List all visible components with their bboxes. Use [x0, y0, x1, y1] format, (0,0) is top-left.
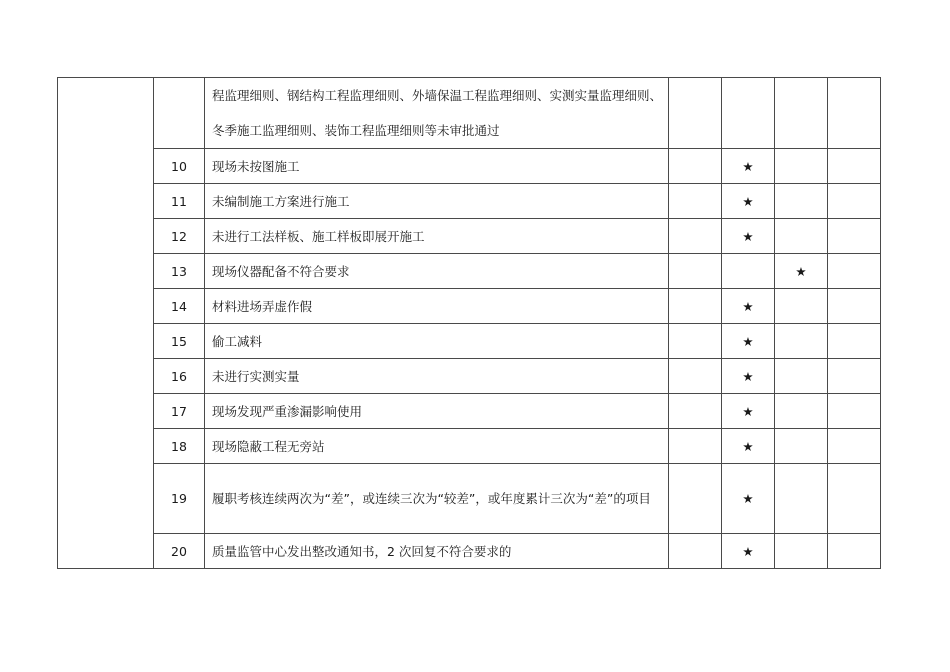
item-description-text: 程监理细则、钢结构工程监理细则、外墙保温工程监理细则、实测实量监理细则、冬季施工监理细则、装饰工程监理细则等未审批通过 [212, 88, 663, 138]
mark-column-2: ★ [722, 464, 775, 534]
mark-column-2: ★ [722, 359, 775, 394]
mark-column-1 [669, 78, 722, 149]
item-number: 17 [154, 394, 205, 429]
mark-column-1 [669, 394, 722, 429]
mark-column-1 [669, 534, 722, 569]
mark-column-1 [669, 464, 722, 534]
mark-column-3 [775, 534, 828, 569]
mark-column-2: ★ [722, 219, 775, 254]
mark-column-1 [669, 184, 722, 219]
penalty-items-table [57, 77, 881, 569]
mark-column-4 [828, 464, 881, 534]
mark-column-3 [775, 324, 828, 359]
item-description: 未进行工法样板、施工样板即展开施工 [205, 219, 669, 254]
item-description: 未编制施工方案进行施工 [205, 184, 669, 219]
item-number: 12 [154, 219, 205, 254]
mark-column-4 [828, 534, 881, 569]
mark-column-4 [828, 184, 881, 219]
item-number: 14 [154, 289, 205, 324]
mark-column-2 [722, 254, 775, 289]
table-row [58, 219, 881, 254]
mark-column-3 [775, 184, 828, 219]
item-number: 13 [154, 254, 205, 289]
mark-column-2: ★ [722, 394, 775, 429]
mark-column-2: ★ [722, 289, 775, 324]
mark-column-3 [775, 219, 828, 254]
mark-column-3 [775, 464, 828, 534]
item-description: 现场未按图施工 [205, 149, 669, 184]
mark-column-4 [828, 394, 881, 429]
mark-column-4 [828, 78, 881, 149]
item-description: 质量监管中心发出整改通知书，2 次回复不符合要求的 [205, 534, 669, 569]
mark-column-3 [775, 394, 828, 429]
mark-column-4 [828, 324, 881, 359]
item-number: 20 [154, 534, 205, 569]
item-number: 15 [154, 324, 205, 359]
table-row [58, 78, 881, 149]
mark-column-4 [828, 359, 881, 394]
mark-column-1 [669, 324, 722, 359]
mark-column-2: ★ [722, 149, 775, 184]
item-description-text: 履职考核连续两次为“差”，或连续三次为“较差”，或年度累计三次为“差”的项目 [212, 491, 651, 506]
item-description: 未进行实测实量 [205, 359, 669, 394]
item-number: 16 [154, 359, 205, 394]
mark-column-1 [669, 254, 722, 289]
table-row [58, 394, 881, 429]
item-number [154, 78, 205, 149]
table-row [58, 429, 881, 464]
mark-column-4 [828, 429, 881, 464]
table-row [58, 464, 881, 534]
item-number: 11 [154, 184, 205, 219]
mark-column-1 [669, 219, 722, 254]
item-number: 19 [154, 464, 205, 534]
table-row [58, 149, 881, 184]
item-description: 材料进场弄虚作假 [205, 289, 669, 324]
mark-column-2: ★ [722, 184, 775, 219]
item-description: 偷工减料 [205, 324, 669, 359]
mark-column-2 [722, 78, 775, 149]
table-row [58, 184, 881, 219]
table-row [58, 289, 881, 324]
table-row [58, 324, 881, 359]
item-description: 现场隐蔽工程无旁站 [205, 429, 669, 464]
mark-column-1 [669, 289, 722, 324]
mark-column-1 [669, 429, 722, 464]
mark-column-3: ★ [775, 254, 828, 289]
mark-column-2: ★ [722, 324, 775, 359]
mark-column-1 [669, 149, 722, 184]
item-description: 现场仪器配备不符合要求 [205, 254, 669, 289]
mark-column-1 [669, 359, 722, 394]
group-cell [58, 78, 154, 569]
mark-column-3 [775, 78, 828, 149]
mark-column-4 [828, 149, 881, 184]
item-number: 18 [154, 429, 205, 464]
mark-column-3 [775, 289, 828, 324]
mark-column-3 [775, 359, 828, 394]
mark-column-4 [828, 219, 881, 254]
mark-column-4 [828, 289, 881, 324]
mark-column-2: ★ [722, 534, 775, 569]
mark-column-3 [775, 429, 828, 464]
mark-column-4 [828, 254, 881, 289]
table-row [58, 359, 881, 394]
table-row [58, 254, 881, 289]
item-description [205, 464, 669, 534]
mark-column-2: ★ [722, 429, 775, 464]
item-description: 现场发现严重渗漏影响使用 [205, 394, 669, 429]
mark-column-3 [775, 149, 828, 184]
table-row [58, 534, 881, 569]
item-description [205, 78, 669, 149]
item-number: 10 [154, 149, 205, 184]
